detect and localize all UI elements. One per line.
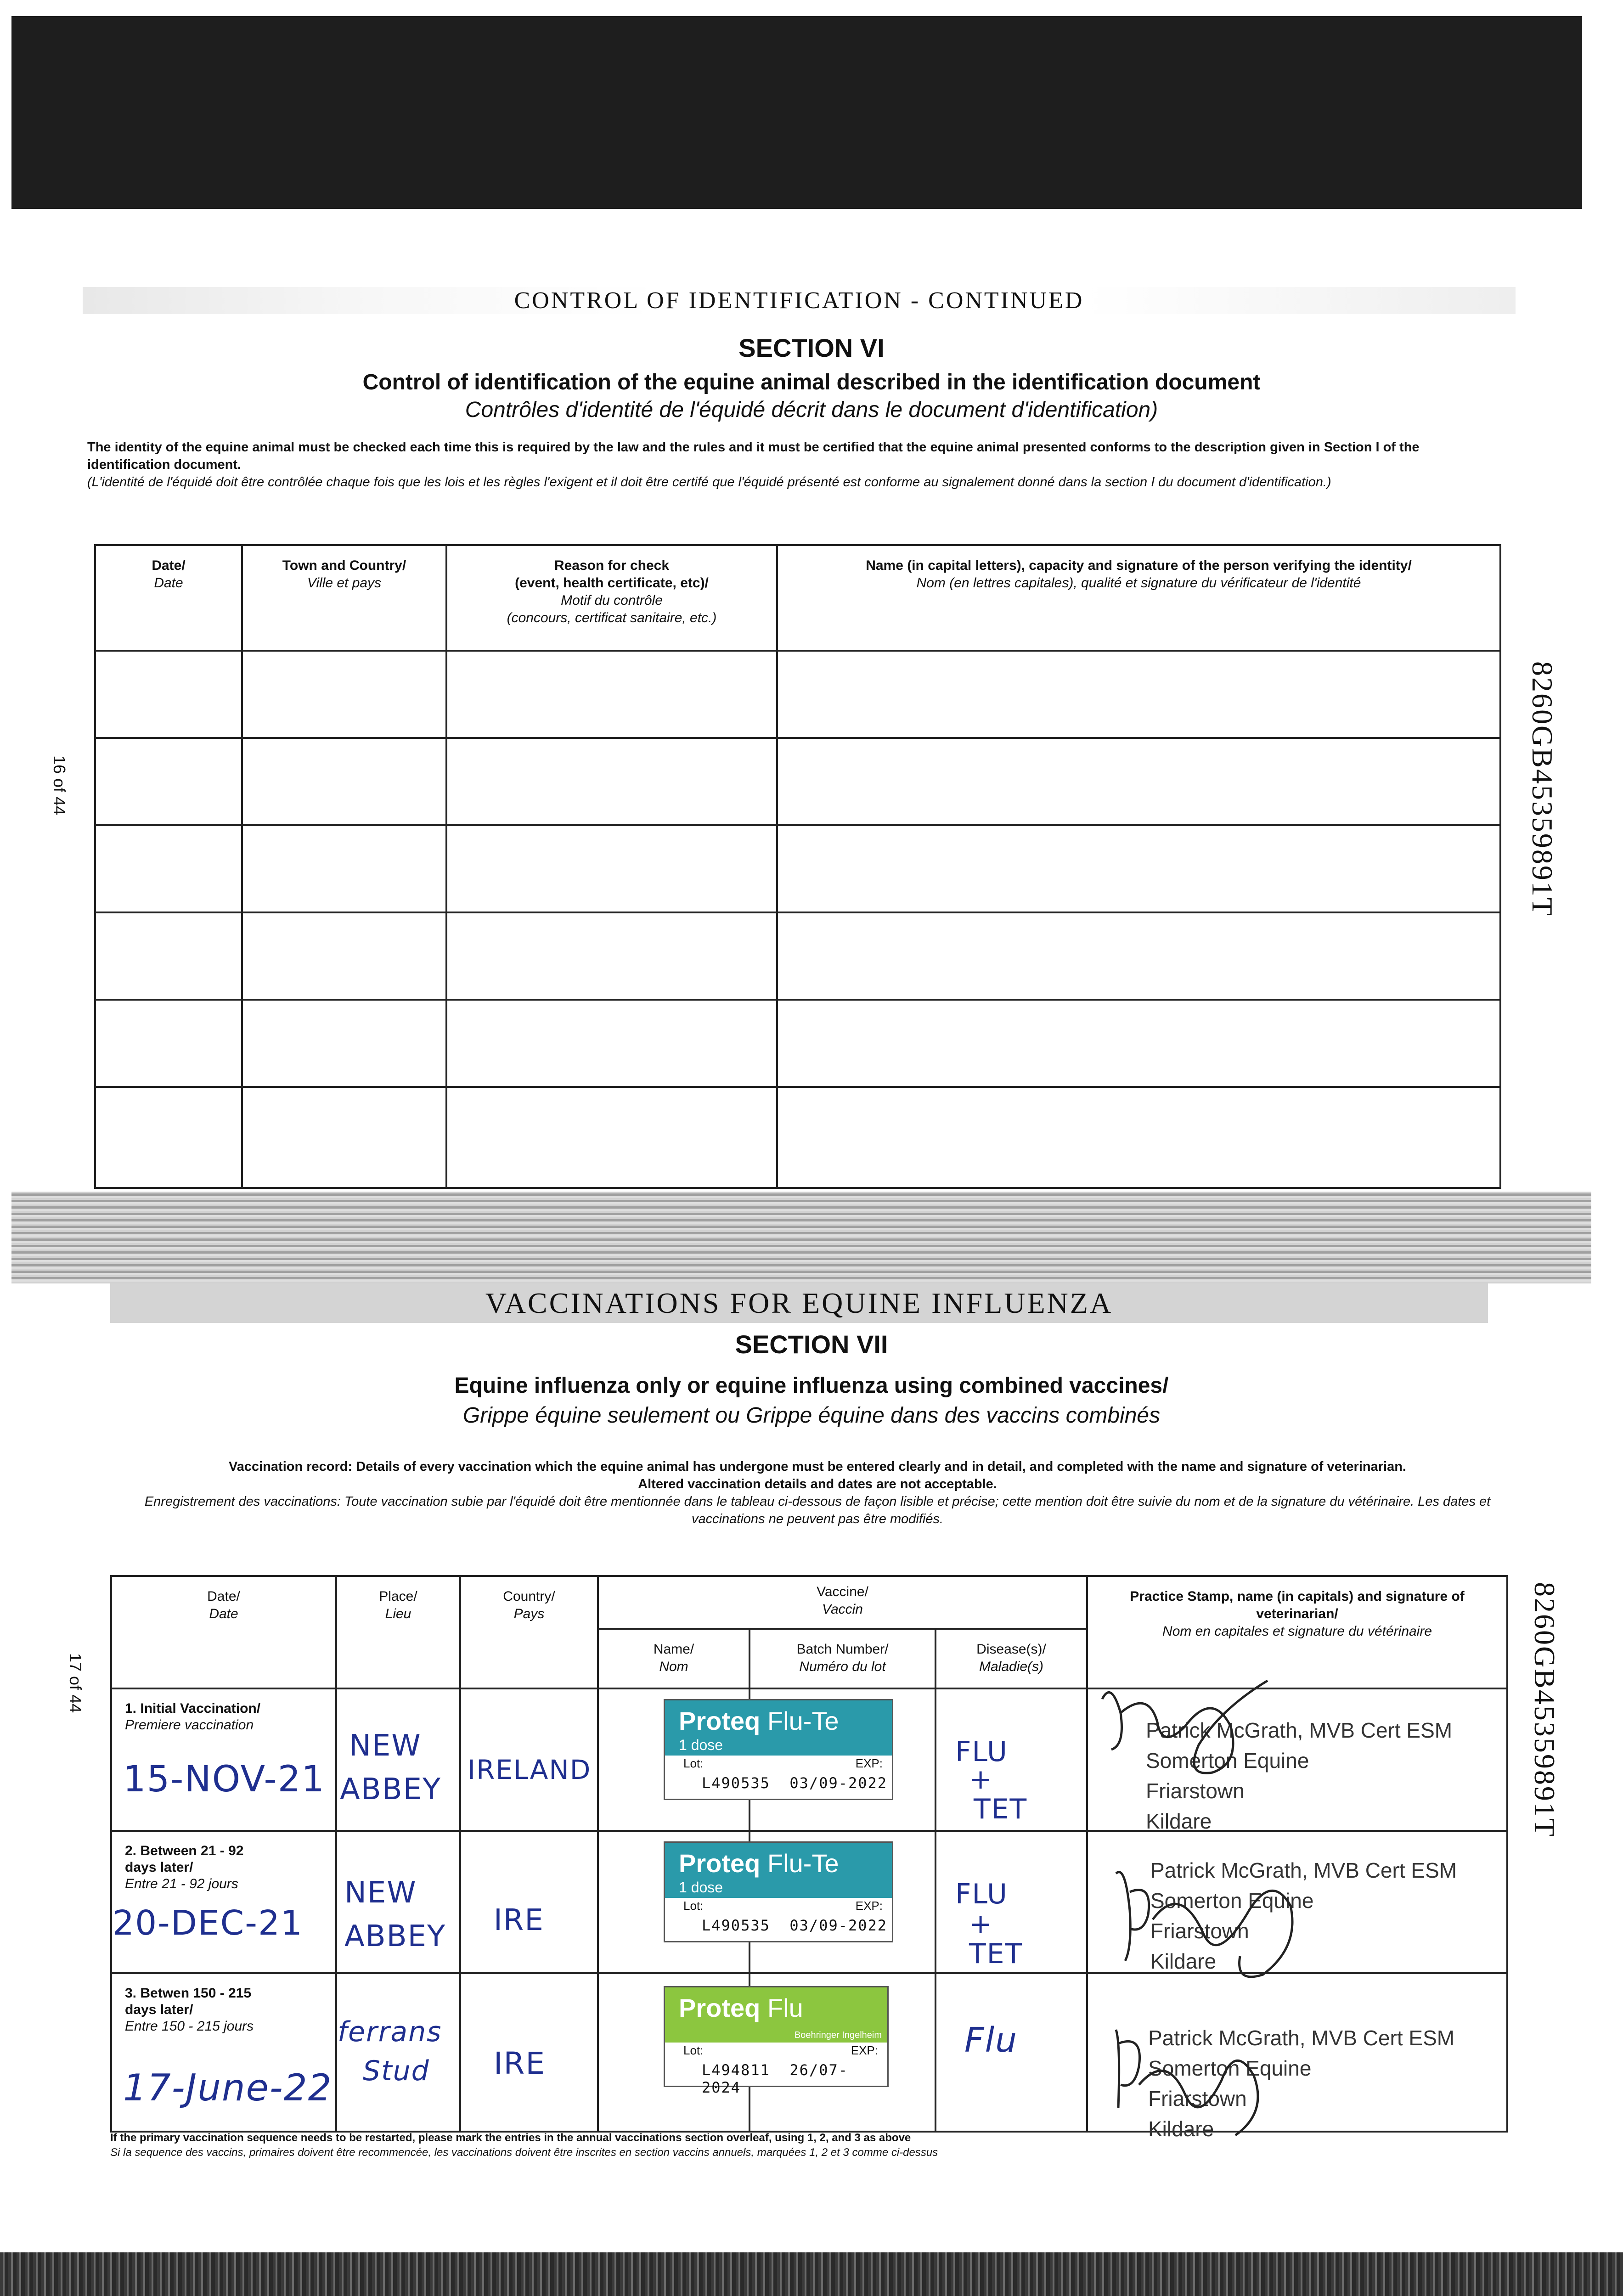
col-town: Town and Country/ Ville et pays <box>242 545 446 651</box>
handwritten-disease: TET <box>974 1793 1028 1825</box>
cell[interactable] <box>460 1831 598 1973</box>
cell[interactable] <box>446 825 777 912</box>
cell[interactable] <box>777 651 1500 738</box>
intro-en2: Altered vaccination details and dates are not acceptable. <box>638 1477 997 1491</box>
section-vi-subtitle-fr: Contrôles d'identité de l'équidé décrit dans le document d'identification) <box>465 398 1158 422</box>
table-row <box>95 912 1500 1000</box>
table-row <box>95 1000 1500 1087</box>
cell[interactable] <box>95 1000 242 1087</box>
batch-lot: L494811 <box>702 2061 770 2079</box>
cell[interactable] <box>777 825 1500 912</box>
handwritten-disease: TET <box>969 1938 1023 1970</box>
handwritten-country: IRE <box>494 1903 544 1937</box>
cell[interactable] <box>336 1973 460 2132</box>
table-row <box>95 738 1500 825</box>
col-place: Place/ Lieu <box>336 1576 460 1688</box>
cell[interactable] <box>95 651 242 738</box>
col-date: Date/ Date <box>111 1576 336 1688</box>
section-vii-title: SECTION VII <box>735 1330 888 1359</box>
cell[interactable] <box>777 1000 1500 1087</box>
cell[interactable] <box>446 651 777 738</box>
handwritten-date: 20-DEC-21 <box>113 1903 304 1943</box>
page-number-17: 17 of 44 <box>66 1653 85 1713</box>
intro-fr: (L'identité de l'équidé doit être contrôlée chaque fois que les lois et les règles l'exigent et il doit être certifé que l'équidé présenté est conforme au signalement donné dans la section I du document d'identification.) <box>87 475 1331 490</box>
col-date: Date/ Date <box>95 545 242 651</box>
handwritten-disease: FLU <box>955 1736 1008 1768</box>
vet-signature <box>1098 1855 1318 1993</box>
handwritten-date: 17-June-22 <box>123 2066 332 2109</box>
cell[interactable] <box>95 738 242 825</box>
intro-en: The identity of the equine animal must be checked each time this is required by the law and the rules and it must be certified that the equine animal presented conforms to the description given in Section I of the identification document. <box>87 440 1420 472</box>
footnote-fr: Si la sequence des vaccins, primaires doivent être recommencée, les vaccinations doivent être inscrites en section vaccins annuels, marquées 1, 2 et 3 comme ci-dessus <box>110 2146 938 2159</box>
cell[interactable] <box>95 1087 242 1188</box>
section-vi-title: SECTION VI <box>738 333 885 362</box>
handwritten-disease: Flu <box>964 2020 1018 2060</box>
batch-exp: 26/07-2024 <box>702 2061 848 2096</box>
col-stamp: Practice Stamp, name (in capitals) and signature of veterinarian/ Nom en capitales et signature du vétérinaire <box>1087 1576 1507 1688</box>
table-row <box>95 825 1500 912</box>
handwritten-place: Stud <box>363 2055 430 2087</box>
cell[interactable] <box>777 738 1500 825</box>
banner-vaccinations: VACCINATIONS FOR EQUINE INFLUENZA <box>110 1283 1488 1323</box>
cell[interactable] <box>95 912 242 1000</box>
cell[interactable] <box>242 651 446 738</box>
banner-control-continued: CONTROL OF IDENTIFICATION - CONTINUED <box>83 287 1516 314</box>
col-verifier: Name (in capital letters), capacity and signature of the person verifying the identity/ Nom (en lettres capitales), qualité et signature du vérificateur de l'identité <box>777 545 1500 651</box>
col-disease: Disease(s)/ Maladie(s) <box>935 1629 1087 1688</box>
cell[interactable] <box>242 738 446 825</box>
section-vii-intro <box>115 1458 1520 1528</box>
scan-edge <box>0 2252 1623 2296</box>
vaccine-sticker: Proteq Flu Boehringer Ingelheim Lot: EXP: L494811 26/07-2024 <box>664 1986 889 2087</box>
handwritten-place: NEW <box>349 1729 422 1763</box>
page-fold-shadow <box>11 1192 1591 1283</box>
handwritten-place: ABBEY <box>340 1773 442 1806</box>
handwritten-place: NEW <box>344 1876 417 1910</box>
cell[interactable] <box>777 912 1500 1000</box>
handwritten-country: IRE <box>494 2046 546 2081</box>
vaccine-sticker: Proteq Flu-Te 1 dose Lot: EXP: L490535 03/09-2022 <box>664 1699 893 1800</box>
identity-check-table <box>94 544 1501 1189</box>
col-country: Country/ Pays <box>460 1576 598 1688</box>
handwritten-place: ABBEY <box>344 1919 446 1953</box>
section-vi-intro <box>87 439 1465 491</box>
batch-exp: 03/09-2022 <box>789 1917 888 1934</box>
vet-stamp: Patrick McGrath, MVB Cert ESM Somerton Equine Friarstown Kildare <box>1150 1858 1457 1973</box>
page-number-16: 16 of 44 <box>50 755 69 816</box>
col-vaccine-name: Name/ Nom <box>598 1629 750 1688</box>
intro-en: Vaccination record: Details of every vaccination which the equine animal has undergone must be entered clearly and in detail, and completed with the name and signature of veterinarian. <box>229 1459 1406 1474</box>
handwritten-place: ferrans <box>338 2016 442 2048</box>
cell[interactable] <box>777 1087 1500 1188</box>
table-header-row <box>95 545 1500 651</box>
document-id-lower: 8260GB45359891T <box>1528 1582 1561 1838</box>
footnote-en: If the primary vaccination sequence needs to be restarted, please mark the entries in the annual vaccinations section overleaf, using 1, 2, and 3 as above <box>110 2132 911 2144</box>
vet-stamp: Patrick McGrath, MVB Cert ESM Somerton Equine Friarstown Kildare <box>1146 1718 1453 1833</box>
cell[interactable]: 2. Between 21 - 92 days later/ Entre 21 - 92 jours <box>111 1831 336 1973</box>
vet-stamp: Patrick McGrath, MVB Cert ESM Somerton Equine Friarstown Kildare <box>1148 2026 1455 2141</box>
batch-lot: L490535 <box>702 1917 770 1934</box>
cell[interactable] <box>242 1000 446 1087</box>
handwritten-disease: + <box>969 1908 993 1940</box>
intro-fr: Enregistrement des vaccinations: Toute vaccination subie par l'équidé doit être mentionnée dans le tableau ci-dessous de façon lisible et précise; cette mention doit être suivie du nom et de la signature du vétérinaire. Les dates et vaccinations ne peuvent pas être modifiés. <box>144 1494 1491 1526</box>
col-batch: Batch Number/ Numéro du lot <box>750 1629 935 1688</box>
col-reason: Reason for check (event, health certificate, etc)/ Motif du contrôle (concours, certificat sanitaire, etc.) <box>446 545 777 651</box>
vet-signature <box>1098 2016 1309 2154</box>
handwritten-country: IRELAND <box>468 1754 592 1785</box>
cell[interactable] <box>446 738 777 825</box>
col-vaccine: Vaccine/ Vaccin <box>598 1576 1087 1629</box>
section-vi-subtitle: Control of identification of the equine animal described in the identification document <box>362 370 1261 394</box>
cell[interactable] <box>95 825 242 912</box>
section-vii-subtitle-fr: Grippe équine seulement ou Grippe équine dans des vaccins combinés <box>462 1403 1161 1428</box>
table-row <box>95 651 1500 738</box>
handwritten-disease: + <box>969 1763 993 1795</box>
footnote <box>110 2131 938 2160</box>
cell[interactable]: 3. Betwen 150 - 215 days later/ Entre 150 - 215 jours <box>111 1973 336 2132</box>
handwritten-disease: FLU <box>955 1878 1008 1910</box>
cell[interactable] <box>242 1087 446 1188</box>
cell[interactable] <box>446 1000 777 1087</box>
document-id-upper: 8260GB45359891T <box>1526 661 1559 917</box>
cell[interactable] <box>446 912 777 1000</box>
cell[interactable] <box>242 912 446 1000</box>
vaccine-sticker: Proteq Flu-Te 1 dose Lot: EXP: L490535 03/09-2022 <box>664 1841 893 1942</box>
cell[interactable]: 1. Initial Vaccination/ Premiere vaccination <box>111 1688 336 1831</box>
cell[interactable] <box>446 1087 777 1188</box>
table-row <box>95 1087 1500 1188</box>
cell[interactable] <box>242 825 446 912</box>
batch-exp: 03/09-2022 <box>789 1774 888 1792</box>
vet-signature <box>1093 1671 1286 1800</box>
redacted-header-block <box>11 16 1582 209</box>
batch-lot: L490535 <box>702 1774 770 1792</box>
handwritten-date: 15-NOV-21 <box>123 1759 325 1800</box>
section-vii-subtitle: Equine influenza only or equine influenza using combined vaccines/ <box>454 1373 1169 1398</box>
